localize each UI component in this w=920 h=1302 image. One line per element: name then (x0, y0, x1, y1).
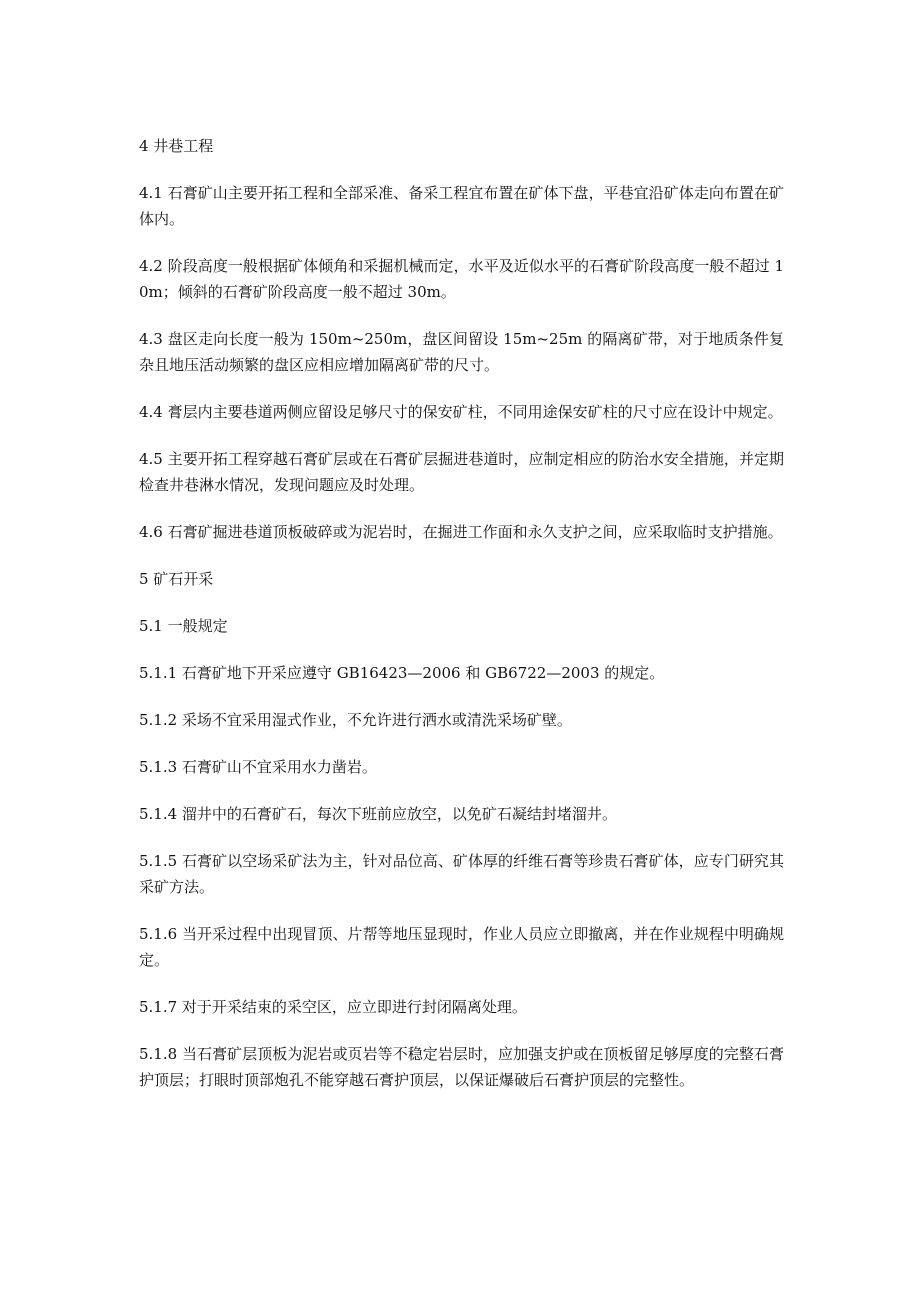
clause-4-1: 4.1 石膏矿山主要开拓工程和全部采准、备采工程宜布置在矿体下盘，平巷宜沿矿体走向布置在矿体内。 (139, 184, 784, 228)
document-body (139, 133, 784, 1114)
clause-5-1-1: 5.1.1 石膏矿地下开采应遵守 GB16423—2006 和 GB6722—2003 的规定。 (139, 664, 665, 682)
clause-4-6: 4.6 石膏矿掘进巷道顶板破碎或为泥岩时，在掘进工作面和永久支护之间，应采取临时支护措施。 (139, 523, 783, 541)
clause-4-2: 4.2 阶段高度一般根据矿体倾角和采掘机械而定，水平及近似水平的石膏矿阶段高度一般不超过 10m；倾斜的石膏矿阶段高度一般不超过 30m。 (139, 257, 784, 301)
subsection-heading-5-1: 5.1 一般规定 (139, 617, 228, 635)
clause-5-1-3: 5.1.3 石膏矿山不宜采用水力凿岩。 (139, 758, 377, 776)
clause-5-1-2: 5.1.2 采场不宜采用湿式作业，不允许进行洒水或清洗采场矿壁。 (139, 711, 572, 729)
clause-5-1-4: 5.1.4 溜井中的石膏矿石，每次下班前应放空，以免矿石凝结封堵溜井。 (139, 805, 617, 823)
clause-4-3: 4.3 盘区走向长度一般为 150m~250m，盘区间留设 15m~25m 的隔离矿带，对于地质条件复杂且地压活动频繁的盘区应相应增加隔离矿带的尺寸。 (139, 330, 784, 374)
clause-5-1-5: 5.1.5 石膏矿以空场采矿法为主，针对品位高、矿体厚的纤维石膏等珍贵石膏矿体，应专门研究其采矿方法。 (139, 852, 784, 896)
clause-5-1-8: 5.1.8 当石膏矿层顶板为泥岩或页岩等不稳定岩层时，应加强支护或在顶板留足够厚度的完整石膏护顶层；打眼时顶部炮孔不能穿越石膏护顶层，以保证爆破后石膏护顶层的完整性。 (139, 1045, 784, 1089)
clause-4-5: 4.5 主要开拓工程穿越石膏矿层或在石膏矿层掘进巷道时，应制定相应的防治水安全措施，并定期检查井巷淋水情况，发现问题应及时处理。 (139, 450, 784, 494)
clause-4-4: 4.4 膏层内主要巷道两侧应留设足够尺寸的保安矿柱，不同用途保安矿柱的尺寸应在设计中规定。 (139, 403, 783, 421)
section-heading-5: 5 矿石开采 (139, 570, 214, 588)
section-heading-4: 4 井巷工程 (139, 137, 214, 155)
clause-5-1-6: 5.1.6 当开采过程中出现冒顶、片帮等地压显现时，作业人员应立即撤离，并在作业规程中明确规定。 (139, 925, 784, 969)
clause-5-1-7: 5.1.7 对于开采结束的采空区，应立即进行封闭隔离处理。 (139, 998, 527, 1016)
